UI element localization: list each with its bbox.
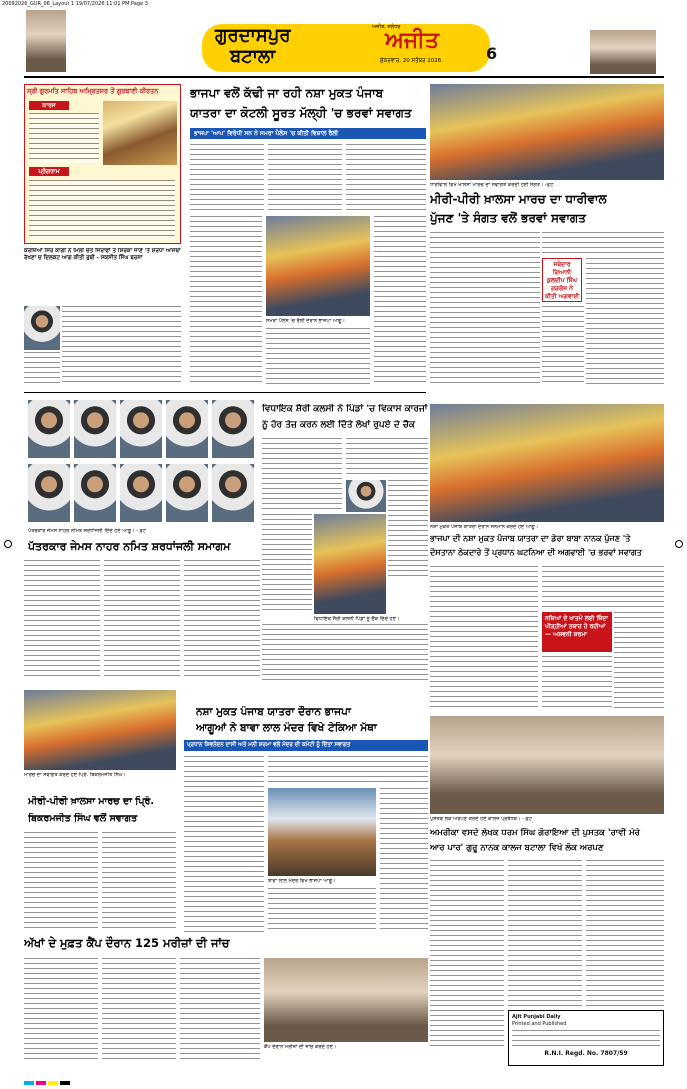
- yatra-column-3: [380, 788, 428, 932]
- yatra-column-1: [184, 756, 264, 932]
- yatra-column-2a: [268, 756, 428, 784]
- left-story-text-2: [24, 352, 60, 386]
- page-number: 6: [486, 44, 498, 63]
- registration-mark-left: [4, 540, 12, 548]
- eye-camp-headline: ਅੱਖਾਂ ਦੇ ਮੁਫ਼ਤ ਕੈਂਪ ਦੌਰਾਨ 125 ਮਰੀਜ਼ਾਂ ਦੀ ਜਾਂਚ: [24, 936, 230, 950]
- derababa-headline-line1: ਭਾਜਪਾ ਦੀ ਨਸ਼ਾ ਮੁਕਤ ਪੰਜਾਬ ਯਾਤਰਾ ਦਾ ਡੇਰਾ ਬਾਬਾ ਨਾਨਕ ਪੁੱਜਣ 'ਤੇ: [430, 534, 631, 543]
- derababa-column-2c: [542, 656, 612, 710]
- book-column-3: [586, 860, 664, 1006]
- ad-text-block-2: [29, 180, 175, 240]
- tribute-headline: ਪੱਤਰਕਾਰ ਜੇਮਸ ਨਾਹਰ ਨਮਿਤ ਸ਼ਰਧਾਂਜਲੀ ਸਮਾਗਮ: [28, 540, 231, 553]
- yatra-strap: ਪ੍ਰਧਾਨ ਸ਼ਿਵਨੰਦਨ ਦਾਸੀ ਅਤੇ ਮਨੀ ਸ਼ਰਮਾ ਵਲੋਂ ਮੰਦਰ ਦੀ ਕਮੇਟੀ ਨੂੰ ਦਿੱਤਾ ਸਵਾਗਤ: [184, 740, 428, 751]
- cheque-caption: ਵਿਧਾਇਕ ਸ਼ੈਰੀ ਕਲਸੀ ਪਿੰਡਾਂ ਨੂੰ ਚੈੱਕ ਦਿੰਦੇ ਹੋਏ।: [314, 616, 400, 622]
- section-divider-1: [24, 392, 426, 393]
- tribute-column-3: [184, 560, 260, 680]
- book-headline-line2: ਆਰ ਪਾਰ' ਗੁਰੂ ਨਾਨਕ ਕਾਲਜ ਬਟਾਲਾ ਵਿਖੇ ਲੋਕ ਅਰਪਣ: [430, 843, 604, 853]
- tribute-column-2: [104, 560, 180, 680]
- temple-illustration-left: [26, 10, 66, 72]
- ad-title: ਸ੍ਰੀ ਗੁਰਮਤਿ ਸਾਹਿਬ ਅਮ੍ਰਿਤਸਰ ਤੋਂ ਗੁਰਬਾਣੀ ਕੀਰਤਨ: [27, 87, 159, 95]
- derababa-column-2a: [542, 566, 664, 608]
- lead-headline-line1: ਭਾਜਪਾ ਵਲੋਂ ਕੱਢੀ ਜਾ ਰਹੀ ਨਸ਼ਾ ਮੁਕਤ ਪੰਜਾਬ: [190, 86, 384, 100]
- tribute-portrait-10: [212, 464, 254, 522]
- paper-small-label: ਅਜੀਤ, ਜਲੰਧਰ: [372, 24, 401, 30]
- rni-number: R.N.I. Regd. No. 7807/59: [544, 1050, 628, 1057]
- tribute-portrait-5: [212, 400, 254, 458]
- kirtan-advertisement: [24, 84, 181, 244]
- masthead-rule: [24, 76, 664, 78]
- lead-column-6: [266, 328, 370, 386]
- golden-temple-photo: [103, 101, 177, 165]
- yatra-column-2b: [268, 888, 376, 932]
- cheque-column-4: [262, 514, 312, 614]
- derababa-highlight-box: ਨਸ਼ਿਆਂ ਦੇ ਖਾਤਮੇ ਲਈ ਜ਼ਿੰਦਾ ਪੀੜ੍ਹੀਆਂ ਤਬਾਹ ਹੋ ਰਹੀਆਂ — ਅਸ਼ਵਨੀ ਸ਼ਰਮਾ: [542, 612, 612, 652]
- tribute-portrait-2: [74, 400, 116, 458]
- temple-caption: ਬਾਵਾ ਲਾਲ ਮੰਦਰ ਵਿਖੇ ਭਾਜਪਾ ਆਗੂ।: [268, 878, 336, 884]
- lead-column-1: [190, 144, 264, 214]
- left-story-text: [62, 306, 181, 386]
- derababa-headline-line2: ਦੋਸਤਾਨਾ ਠੇਕਦਾਰੇ ਤੋਂ ਪ੍ਰਧਾਨ ਘਟਨਿਆ ਦੀ ਅਗਵਾਈ 'ਚ ਭਰਵਾਂ ਸਵਾਗਤ: [430, 548, 642, 557]
- book-column-2: [508, 860, 582, 1006]
- edition-date: ਸ਼ੁੱਕਰਵਾਰ, 20 ਸਤੰਬਰ 2026: [380, 58, 442, 64]
- black-swatch: [60, 1081, 70, 1085]
- tribute-portrait-7: [74, 464, 116, 522]
- book-caption: ਪੁਸਤਕ ਲੋਕ ਅਰਪਣ ਕਰਦੇ ਹੋਏ ਕਾਲਜ ਪ੍ਰਬੰਧਕ। - ਫ਼ੋਟੋ: [430, 816, 532, 822]
- dhariwal-procession-photo: [430, 84, 664, 180]
- miri-piri-column-2c: [542, 306, 584, 384]
- tribute-portrait-9: [166, 464, 208, 522]
- derababa-caption: ਨਸ਼ਾ ਮੁਕਤ ਪੰਜਾਬ ਯਾਤਰਾ ਦੌਰਾਨ ਸਨਮਾਨ ਕਰਦੇ ਹੋਏ ਆਗੂ।: [430, 524, 539, 530]
- registration-mark-right: [675, 540, 683, 548]
- lead-strap: ਭਾਜਪਾ 'ਆਪ' ਵਿਰੋਧੀ ਸਨ ਨੇ ਸਮਰਾ ਪੈਲੇਸ 'ਚ ਕੀਤੀ ਵਿਸ਼ਾਲ ਰੈਲੀ: [190, 128, 426, 139]
- miri-piri-highlight-box: ਜਥੇਦਾਰ ਗਿਆਨੀ ਕੁਲਦੀਪ ਸਿੰਘ ਗੜਗੱਜ ਨੇ ਕੀਤੀ ਅਗਵਾਈ: [542, 258, 582, 302]
- imprint-box: [508, 1010, 664, 1066]
- derababa-column-1: [430, 566, 538, 710]
- tribute-caption: ਪੱਤਰਕਾਰ ਜੇਮਸ ਨਾਹਰ ਨਮਿਤ ਸ਼ਰਧਾਂਜਲੀ ਦਿੰਦੇ ਹੋਏ ਆਗੂ। - ਫ਼ੋਟੋ: [28, 528, 146, 534]
- march-headline-line1: ਮੀਰੀ-ਪੀਰੀ ਖ਼ਾਲਸਾ ਮਾਰਚ ਦਾ ਪ੍ਰਿੰ.: [28, 796, 154, 807]
- tribute-portrait-1: [28, 400, 70, 458]
- imprint-line2: Printed and Published: [512, 1021, 567, 1027]
- yellow-swatch: [48, 1081, 58, 1085]
- mla-portrait: [346, 480, 386, 512]
- tribute-portrait-4: [166, 400, 208, 458]
- tribute-portrait-6: [28, 464, 70, 522]
- eye-camp-column-3: [180, 958, 260, 1062]
- book-headline-line1: ਅਮਰੀਕਾ ਵਸਦੇ ਲੇਖਕ ਧਰਮ ਸਿੰਘ ਗੋਰਾਇਆ ਦੀ ਪੁਸਤਕ 'ਰਾਵੀ ਮੇਰੇ: [430, 828, 640, 838]
- building-illustration-right: [590, 30, 656, 74]
- yatra-headline-line2: ਆਗੂਆਂ ਨੇ ਬਾਵਾ ਲਾਲ ਮੰਦਰ ਵਿਖੇ ਟੇਕਿਆ ਮੱਥਾ: [196, 722, 377, 734]
- book-release-photo: [430, 716, 664, 814]
- cheque-column-3: [388, 480, 428, 580]
- eye-camp-photo: [264, 958, 428, 1042]
- lead-headline-line2: ਯਾਤਰਾ ਦਾ ਕੋਟਲੀ ਸੂਰਤ ਮੱਲ੍ਹੀ 'ਚ ਭਰਵਾਂ ਸਵਾਗਤ: [190, 106, 412, 120]
- dhariwal-caption: ਧਾਰੀਵਾਲ ਵਿਖੇ ਖ਼ਾਲਸਾ ਮਾਰਚ ਦਾ ਸਵਾਗਤ ਕਰਦੀ ਹੋਈ ਸੰਗਤ। -ਫ਼ੋਟੋ: [430, 182, 554, 188]
- tribute-portrait-8: [120, 464, 162, 522]
- magenta-swatch: [36, 1081, 46, 1085]
- yatra-headline-line1: ਨਸ਼ਾ ਮੁਕਤ ਪੰਜਾਬ ਯਾਤਰਾ ਦੌਰਾਨ ਭਾਜਪਾ: [196, 706, 351, 718]
- ad-program-badge: ਪ੍ਰੋਗਰਾਮ: [29, 167, 69, 176]
- tribute-portrait-3: [120, 400, 162, 458]
- portrait-photo: [24, 306, 60, 350]
- march-column-2: [102, 832, 176, 932]
- temple-visit-photo: [268, 788, 376, 876]
- ad-date-badge: ਕਾਰਜ: [29, 101, 69, 110]
- derababa-nanak-photo: [430, 404, 664, 522]
- miri-piri-column-1: [430, 232, 540, 384]
- cheque-column-1: [262, 438, 342, 512]
- miri-piri-headline-line2: ਪੁੱਜਣ 'ਤੇ ਸੰਗਤ ਵਲੋਂ ਭਰਵਾਂ ਸਵਾਗਤ: [430, 211, 586, 225]
- miri-piri-column-2a: [542, 232, 664, 256]
- cmyk-color-bar: [24, 1070, 664, 1076]
- imprint-text: [512, 1030, 660, 1048]
- lead-column-2: [268, 144, 342, 214]
- miri-piri-headline-line1: ਮੀਰੀ-ਪੀਰੀ ਖ਼ਾਲਸਾ ਮਾਰਚ ਦਾ ਧਾਰੀਵਾਲ: [430, 192, 607, 206]
- march-caption: ਮਾਰਚ ਦਾ ਸਵਾਗਤ ਕਰਦੇ ਹੋਏ ਪ੍ਰਿੰ. ਬਿਕਰਮਜੀਤ ਸਿੰਘ।: [24, 772, 126, 778]
- cheque-headline-line1: ਵਿਧਾਇਕ ਸ਼ੈਰੀ ਕਲਸੀ ਨੇ ਪਿੰਡਾਂ 'ਚ ਵਿਕਾਸ ਕਾਰਜਾਂ: [262, 404, 428, 414]
- miri-piri-column-2b: [586, 258, 664, 384]
- eye-camp-caption: ਕੈਂਪ ਦੌਰਾਨ ਮਰੀਜ਼ਾਂ ਦੀ ਜਾਂਚ ਕਰਦੇ ਹੋਏ।: [264, 1044, 337, 1050]
- cheque-column-5: [262, 624, 428, 680]
- derababa-column-2b: [614, 612, 664, 710]
- cheque-column-2: [346, 438, 428, 478]
- cheque-photo: [314, 514, 386, 614]
- tribute-column-1: [24, 560, 100, 680]
- march-photo: [24, 690, 176, 770]
- lead-column-5: [374, 216, 426, 386]
- book-column-1: [430, 860, 504, 1050]
- print-slug: 20092026_GUR_06_Layout 1 19/07/2026 11:01 PM Page 3: [2, 1, 148, 7]
- march-headline-line2: ਬਿਕਰਮਜੀਤ ਸਿੰਘ ਵਲੋਂ ਸਵਾਗਤ: [28, 813, 138, 824]
- cyan-swatch: [24, 1081, 34, 1085]
- city-name: ਗੁਰਦਾਸਪੁਰ: [215, 25, 291, 46]
- paper-name: ਅਜੀਤ: [385, 28, 439, 53]
- lead-column-4: [190, 216, 262, 386]
- rally-caption: ਸਮਰਾ ਪੈਲੇਸ 'ਚ ਰੈਲੀ ਦੌਰਾਨ ਭਾਜਪਾ ਆਗੂ।: [266, 318, 346, 324]
- march-column-1: [24, 832, 98, 932]
- eye-camp-column-2: [102, 958, 176, 1062]
- left-headline: ਕਰਜ਼ਿਆਂ ਸਿਰ ਕਾਗੀ ਨੇ ਮਿਲੀ ਚੇਤ ਜਿਰਾਫਾਂ ਤੇ ਸਿਰਕਾ ਜਾਣੇ 'ਤੇ ਸ਼ਰਧਾ ਆਸਥਾ ਰੱਖਣਾ ਚ ਦਿਲਕਟ ਆਗ ਕੀਤੀ ਰੁਬੀ - ਸਕਸੀਤ ਸਿੰਘ ਬਰਸਾ: [24, 248, 181, 261]
- cheque-headline-line2: ਨੂੰ ਹੋਰ ਤੇਜ਼ ਕਰਨ ਲਈ ਦਿੱਤੇ ਲੱਖਾਂ ਰੁਪਏ ਦੇ ਚੈੱਕ: [262, 420, 416, 430]
- ad-text-block-1: [29, 113, 99, 163]
- lead-column-3: [346, 144, 426, 214]
- rally-photo: [266, 216, 370, 316]
- eye-camp-column-1: [24, 958, 98, 1062]
- city-sub: ਬਟਾਲਾ: [230, 46, 276, 67]
- imprint-line1: Ajit Punjabi Daily: [512, 1014, 561, 1020]
